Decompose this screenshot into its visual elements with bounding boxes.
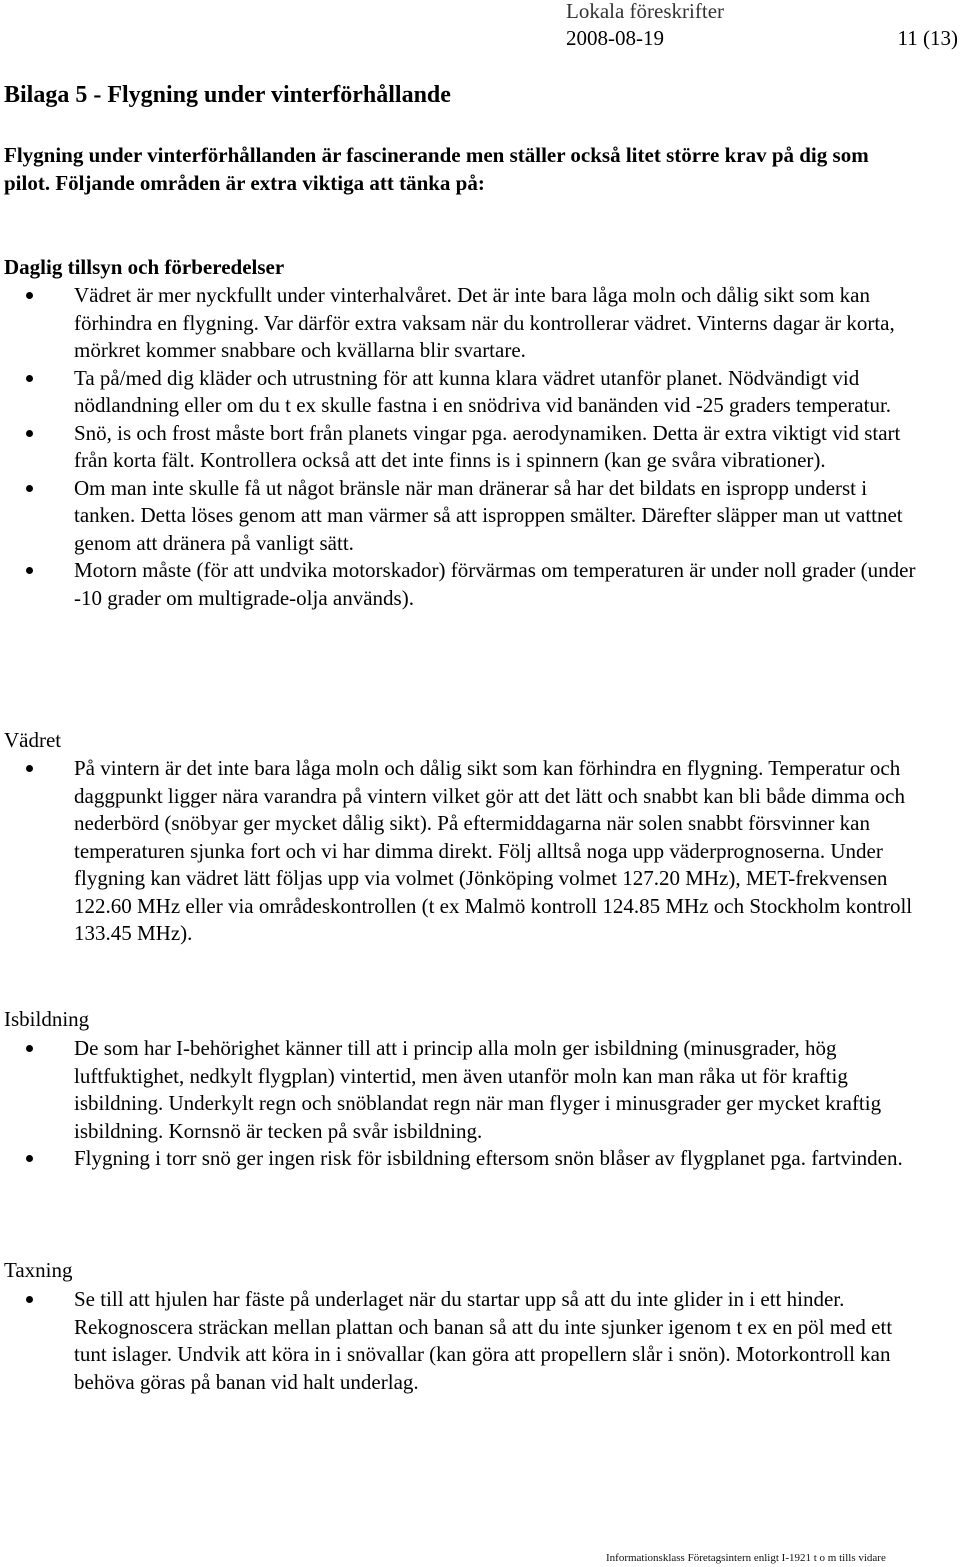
list-item — [0, 365, 920, 420]
list-item-text: Vädret är mer nyckfullt under vinterhalvåret. Det är inte bara låga moln och dålig sikt som kan förhindra en flygning. Var därför extra vaksam när du kontrollerar vädret. Vinterns dagar är korta, mörkret kommer snabbare och kvällarna blir svartare. — [74, 283, 895, 362]
bullet-icon — [26, 292, 33, 299]
intro-paragraph: Flygning under vinterförhållanden är fascinerande men ställer också litet större krav på dig som pilot. Följande områden är extra viktiga att tänka på: — [4, 143, 869, 195]
bullet-icon — [26, 485, 33, 492]
list-item — [0, 557, 920, 612]
list-item — [0, 1035, 920, 1145]
section-list-taxning — [0, 1286, 920, 1396]
section-heading-daglig-tillsyn: Daglig tillsyn och förberedelser — [4, 255, 285, 279]
bullet-icon — [26, 375, 33, 382]
footer-classification: Informationsklass Företagsintern enligt I-1921 t o m tills vidare — [606, 1552, 886, 1564]
section-heading-taxning: Taxning — [4, 1258, 73, 1282]
list-item — [0, 755, 920, 948]
bullet-icon — [26, 1045, 33, 1052]
list-item-text: Om man inte skulle få ut något bränsle när man dränerar så har det bildats en ispropp underst i tanken. Detta löses genom att man värmer så att isproppen smälter. Därefter släpper man ut vattnet genom att dränera på vanligt sätt. — [74, 475, 903, 555]
bullet-icon — [26, 1155, 33, 1162]
header-date: 2008-08-19 — [566, 26, 664, 50]
list-item-text: Flygning i torr snö ger ingen risk för isbildning eftersom snön blåser av flygplanet pga. fartvinden. — [74, 1146, 903, 1170]
section-list-daglig-tillsyn — [0, 282, 920, 612]
bullet-icon — [26, 765, 33, 772]
list-item-text: Snö, is och frost måste bort från planets vingar pga. aerodynamiken. Detta är extra viktigt vid start från korta fält. Kontrollera också att det inte finns is i spinnern (kan ge svåra vibrationer). — [74, 420, 901, 472]
section-list-vadret — [0, 755, 920, 948]
list-item-text: På vintern är det inte bara låga moln och dålig sikt som kan förhindra en flygning. Temperatur och daggpunkt ligger nära varandra på vintern vilket gör att det lätt och snabbt kan bli både dimma och nederbörd (snöbyar ger mycket dålig sikt). På eftermiddagarna när solen snabbt försvinner kan temperaturen sjunka fort och vi har dimma direkt. Följ alltså noga upp väderprognoserna. Under flygning kan vädret lätt följas upp via volmet (Jönköping volmet 127.20 MHz), MET-frekvensen 122.60 MHz eller via områdeskontrollen (t ex Malmö kontroll 124.85 MHz och Stockholm kontroll 133.45 MHz). — [74, 756, 913, 945]
header-page-number: 11 (13) — [897, 26, 958, 50]
document-title: Bilaga 5 - Flygning under vinterförhållande — [4, 82, 451, 108]
section-list-isbildning — [0, 1035, 920, 1173]
bullet-icon — [26, 1296, 33, 1303]
list-item-text: Se till att hjulen har fäste på underlaget när du startar upp så att du inte glider in i ett hinder. Rekognoscera sträckan mellan plattan och banan så att du inte sjunker igenom t ex en pöl med ett tunt islager. Undvik att köra in i snövallar (kan göra att propellern slår i snön). Motorkontroll kan behöva göras på banan vid halt underlag. — [74, 1287, 893, 1394]
list-item — [0, 1145, 920, 1173]
header-label: Lokala föreskrifter — [566, 0, 725, 23]
section-heading-vadret: Vädret — [4, 728, 62, 752]
list-item — [0, 420, 920, 475]
bullet-icon — [26, 567, 33, 574]
list-item — [0, 282, 920, 365]
list-item-text: Ta på/med dig kläder och utrustning för att kunna klara vädret utanför planet. Nödvändigt vid nödlandning eller om du t ex skulle fastna i en snödriva vid banänden vid -25 graders temperatur. — [74, 365, 892, 417]
list-item-text: Motorn måste (för att undvika motorskador) förvärmas om temperaturen är under noll grader (under -10 grader om multigrade-olja används). — [74, 558, 916, 610]
bullet-icon — [26, 430, 33, 437]
list-item — [0, 475, 920, 558]
list-item — [0, 1286, 920, 1396]
section-heading-isbildning: Isbildning — [4, 1007, 90, 1031]
list-item-text: De som har I-behörighet känner till att i princip alla moln ger isbildning (minusgrader, hög luftfuktighet, nedkylt flygplan) vintertid, men även utanför moln kan man råka ut för kraftig isbildning. Underkylt regn och snöblandat regn när man flyger i minusgrader ger mycket kraftig isbildning. Kornsnö är tecken på svår isbildning. — [74, 1036, 882, 1143]
